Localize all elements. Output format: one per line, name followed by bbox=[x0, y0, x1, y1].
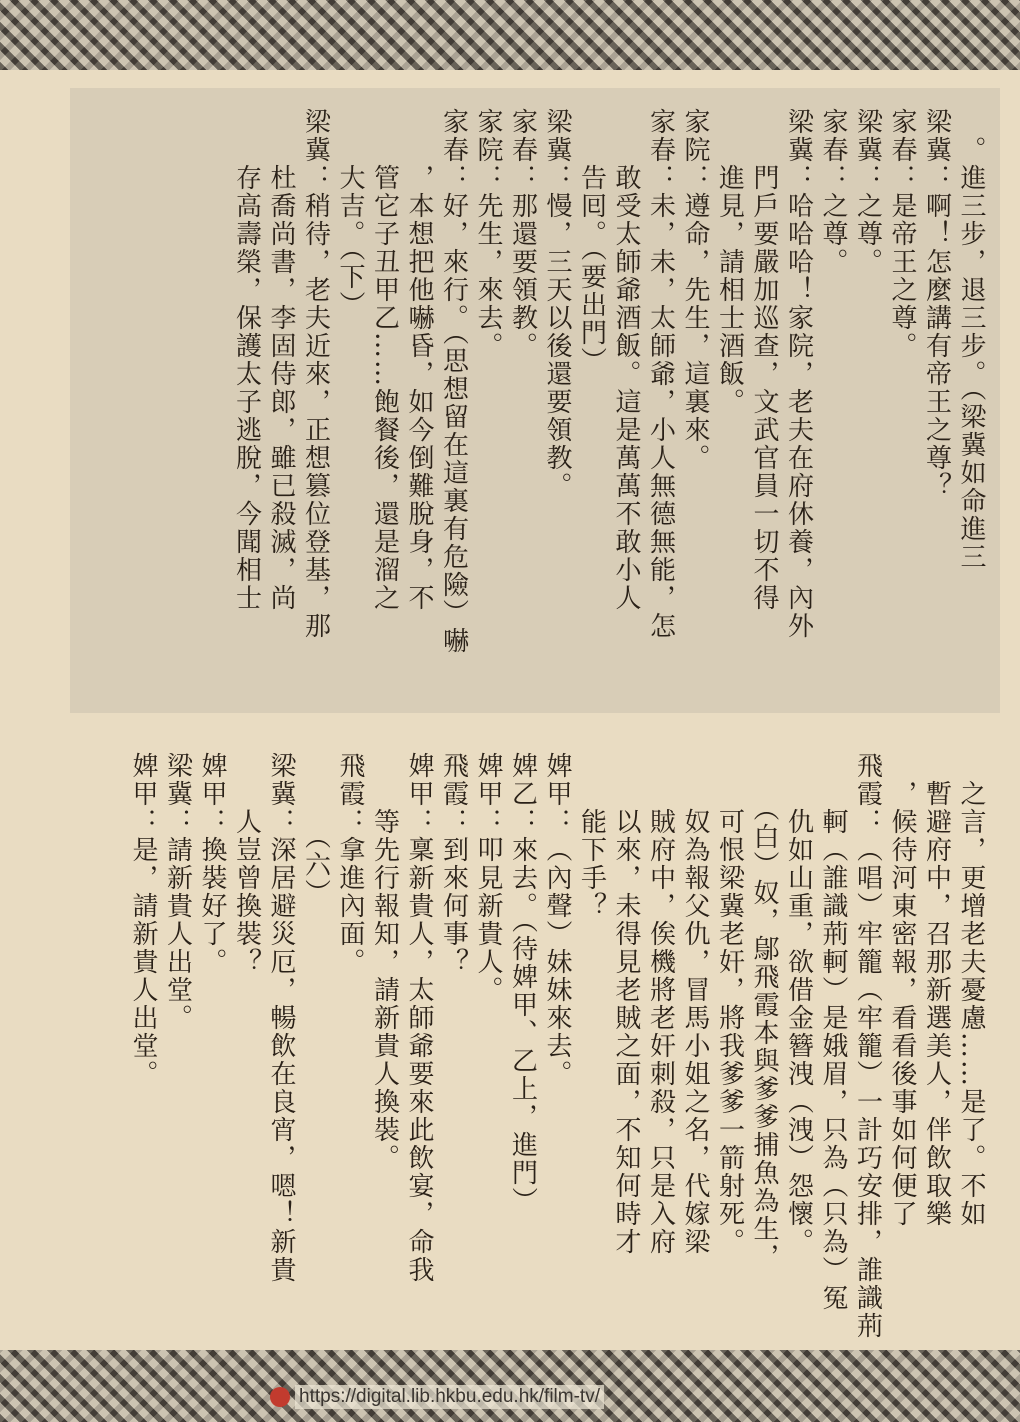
source-watermark-link[interactable]: https://digital.lib.hkbu.edu.hk/film-tv/ bbox=[295, 1385, 604, 1409]
decorative-border-top bbox=[0, 0, 1020, 70]
library-logo-icon bbox=[270, 1387, 290, 1407]
script-text-upper: 。進三步，退三步。（梁冀如命進三 梁冀：啊！怎麼講有帝王之尊？ 家春：是帝王之尊。 梁冀：之尊。 家春：之尊。 梁冀：哈哈哈！家院，老夫在府休養，內外 門戶要嚴加巡查，文武官員一切不得 進見，請相士酒飯。 家院：遵命，先生，這裏來。 家春：未，未，太師爺，小人無德無能，怎 敢受太師爺酒飯。這是萬萬不敢小人 告囘。（要出門） 梁冀：慢，三天以後還要領教。 家春：那還要領教。 家院：先生，來去。 家春：好，來行。（思想留在這裏有危險）嚇 ，本想把他嚇昏，如今倒難脫身，不 管它子丑甲乙……飽餐後，還是溜之 大吉。（下） 梁冀：稍待，老夫近來，正想篡位登基，那 杜喬尚書，李固侍郎，雖已殺滅，尚 存高壽榮，保護太子逃脫，今聞相士 bbox=[231, 108, 986, 655]
script-text-lower: 之言，更增老夫憂慮……是了。不如 暫避府中，召那新選美人，伴飲取樂 ，候待河東密報，看看後事如何便了 飛霞：（唱）牢籠（牢籠）一計巧安排，誰識荊 軻（誰識荊軻）是娥眉，只為（只為）冤 仇如山重，欲借金簪洩（洩）怨懷。 （白）奴，鄔飛霞本與爹爹捕魚為生， 可恨梁冀老奸，將我爹爹一箭射死。 奴為報父仇，冒馬小姐之名，代嫁梁 賊府中，俟機將老奸刺殺，只是入府 以來，未得見老賊之面，不知何時才 能下手？ 婢甲：（內聲）妹妹來去。 婢乙：來去。（待婢甲、乙上，進門） 婢甲：叩見新貴人。 飛霞：到來何事？ 婢甲：稟新貴人，太師爺要來此飲宴，命我 等先行報知，請新貴人換裝。 飛霞：拿進內面。 （六） 梁冀：深居避災厄，暢飲在良宵，嗯！新貴 人豈曾換裝？ 婢甲：換裝好了。 梁冀：請新貴人出堂。 婢甲：是，請新貴人出堂。 bbox=[128, 752, 986, 1340]
